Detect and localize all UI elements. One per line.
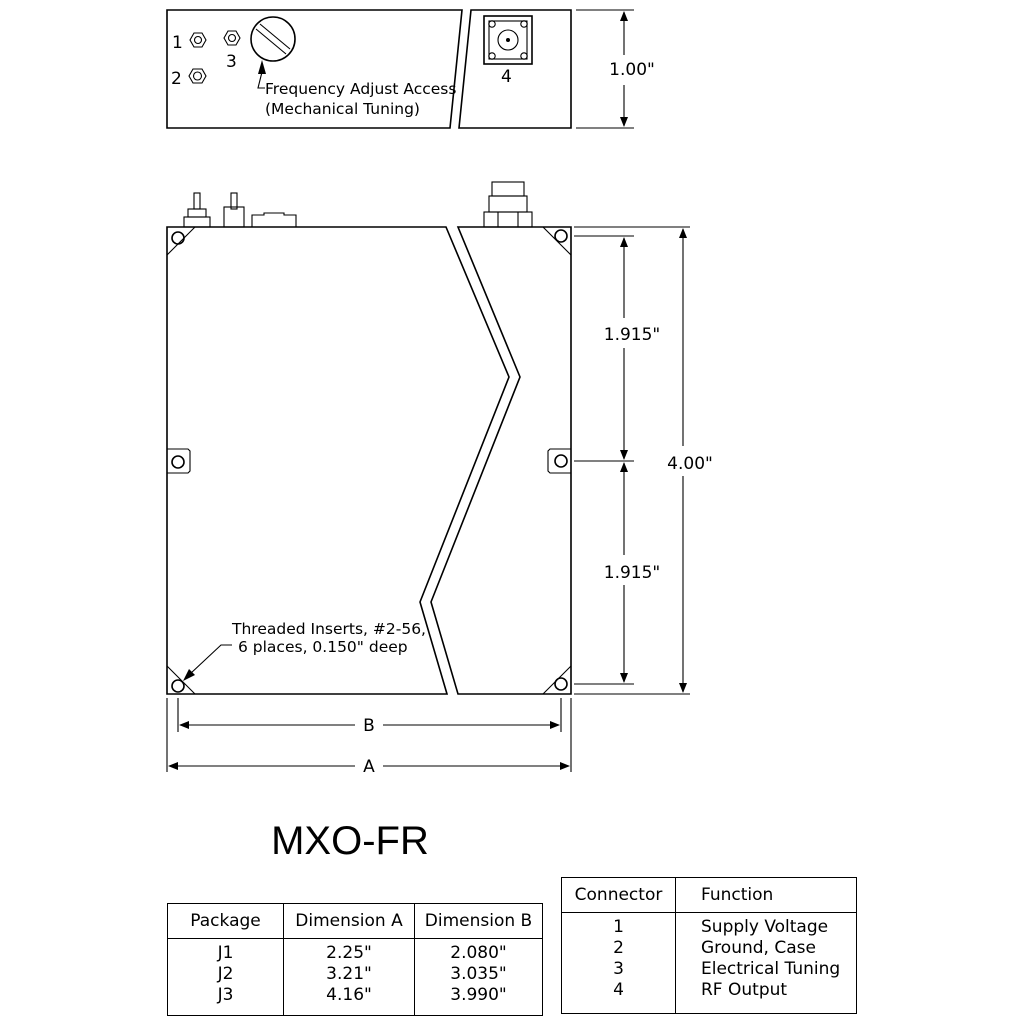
connector-table bbox=[561, 877, 857, 1014]
dim-lower-label: 1.915" bbox=[603, 563, 661, 583]
package-cell: J3 bbox=[217, 985, 234, 1005]
side-connector-3-icon bbox=[224, 193, 244, 227]
freq-adjust-leader bbox=[258, 72, 265, 88]
side-connector-4-icon bbox=[484, 182, 532, 227]
connector-number-cell: 2 bbox=[613, 938, 624, 958]
connector-number-column bbox=[562, 913, 676, 1014]
top-view bbox=[167, 10, 655, 128]
dimension-a-column bbox=[284, 939, 415, 1016]
package-cell: J1 bbox=[217, 943, 234, 963]
dim-upper-label: 1.915" bbox=[603, 325, 661, 345]
package-table-body bbox=[168, 939, 543, 1016]
dimension-b-cell: 2.080" bbox=[450, 943, 507, 963]
height-dim-label: 1.00" bbox=[609, 60, 655, 80]
header-function: Function bbox=[676, 878, 857, 913]
dim-a-label: A bbox=[363, 757, 375, 777]
tab-left-middle bbox=[167, 449, 190, 473]
connector-number-cell: 3 bbox=[613, 959, 624, 979]
connector-number-cell: 1 bbox=[613, 917, 624, 937]
package-column bbox=[168, 939, 284, 1016]
header-package: Package bbox=[168, 904, 284, 939]
freq-adjust-label-line1: Frequency Adjust Access bbox=[265, 80, 457, 98]
chamfer-top-left bbox=[167, 227, 195, 255]
header-connector: Connector bbox=[562, 878, 676, 913]
dimension-a-cell: 4.16" bbox=[326, 985, 372, 1005]
dimension-b-column bbox=[415, 939, 543, 1016]
dimension-b-cell: 3.990" bbox=[450, 985, 507, 1005]
tuning-screw-icon bbox=[251, 17, 295, 61]
header-dimension-b: Dimension B bbox=[415, 904, 543, 939]
inserts-leader bbox=[190, 645, 232, 674]
connector-1-icon bbox=[190, 33, 206, 47]
connector-3-icon bbox=[224, 31, 240, 45]
model-title: MXO-FR bbox=[271, 819, 429, 863]
package-table-header bbox=[168, 904, 543, 939]
inserts-label-line1: Threaded Inserts, #2-56, bbox=[232, 620, 426, 638]
top-view-right-body bbox=[459, 10, 571, 128]
header-dimension-a: Dimension A bbox=[284, 904, 415, 939]
freq-adjust-label-line2: (Mechanical Tuning) bbox=[265, 100, 420, 118]
dim-b-label: B bbox=[363, 716, 375, 736]
tuning-boss-icon bbox=[252, 213, 296, 227]
side-connector-1-icon bbox=[184, 193, 210, 227]
connector-function-column bbox=[676, 913, 857, 1014]
connector-table-header bbox=[562, 878, 857, 913]
connector-function-cell: Ground, Case bbox=[701, 938, 816, 958]
connector-function-cell: RF Output bbox=[701, 980, 788, 1000]
dimension-a-cell: 2.25" bbox=[326, 943, 372, 963]
package-cell: J2 bbox=[217, 964, 234, 984]
connector-1-label: 1 bbox=[172, 33, 183, 53]
dimension-a-cell: 3.21" bbox=[326, 964, 372, 984]
inserts-label-line2: 6 places, 0.150" deep bbox=[238, 638, 408, 656]
connector-3-label: 3 bbox=[226, 52, 237, 72]
side-view bbox=[167, 182, 713, 777]
dimension-b-cell: 3.035" bbox=[450, 964, 507, 984]
connector-function-cell: Electrical Tuning bbox=[701, 959, 841, 979]
connector-4-label: 4 bbox=[501, 67, 512, 87]
connector-2-label: 2 bbox=[171, 69, 182, 89]
connector-4-icon bbox=[484, 16, 532, 64]
connector-table-body bbox=[562, 913, 857, 1014]
package-table bbox=[167, 903, 543, 1016]
connector-number-cell: 4 bbox=[613, 980, 624, 1000]
side-right-body bbox=[431, 227, 571, 694]
freq-adjust-arrowhead bbox=[258, 60, 266, 74]
dim-total-label: 4.00" bbox=[667, 454, 713, 474]
connector-2-icon bbox=[189, 69, 206, 83]
connector-function-cell: Supply Voltage bbox=[701, 917, 829, 937]
